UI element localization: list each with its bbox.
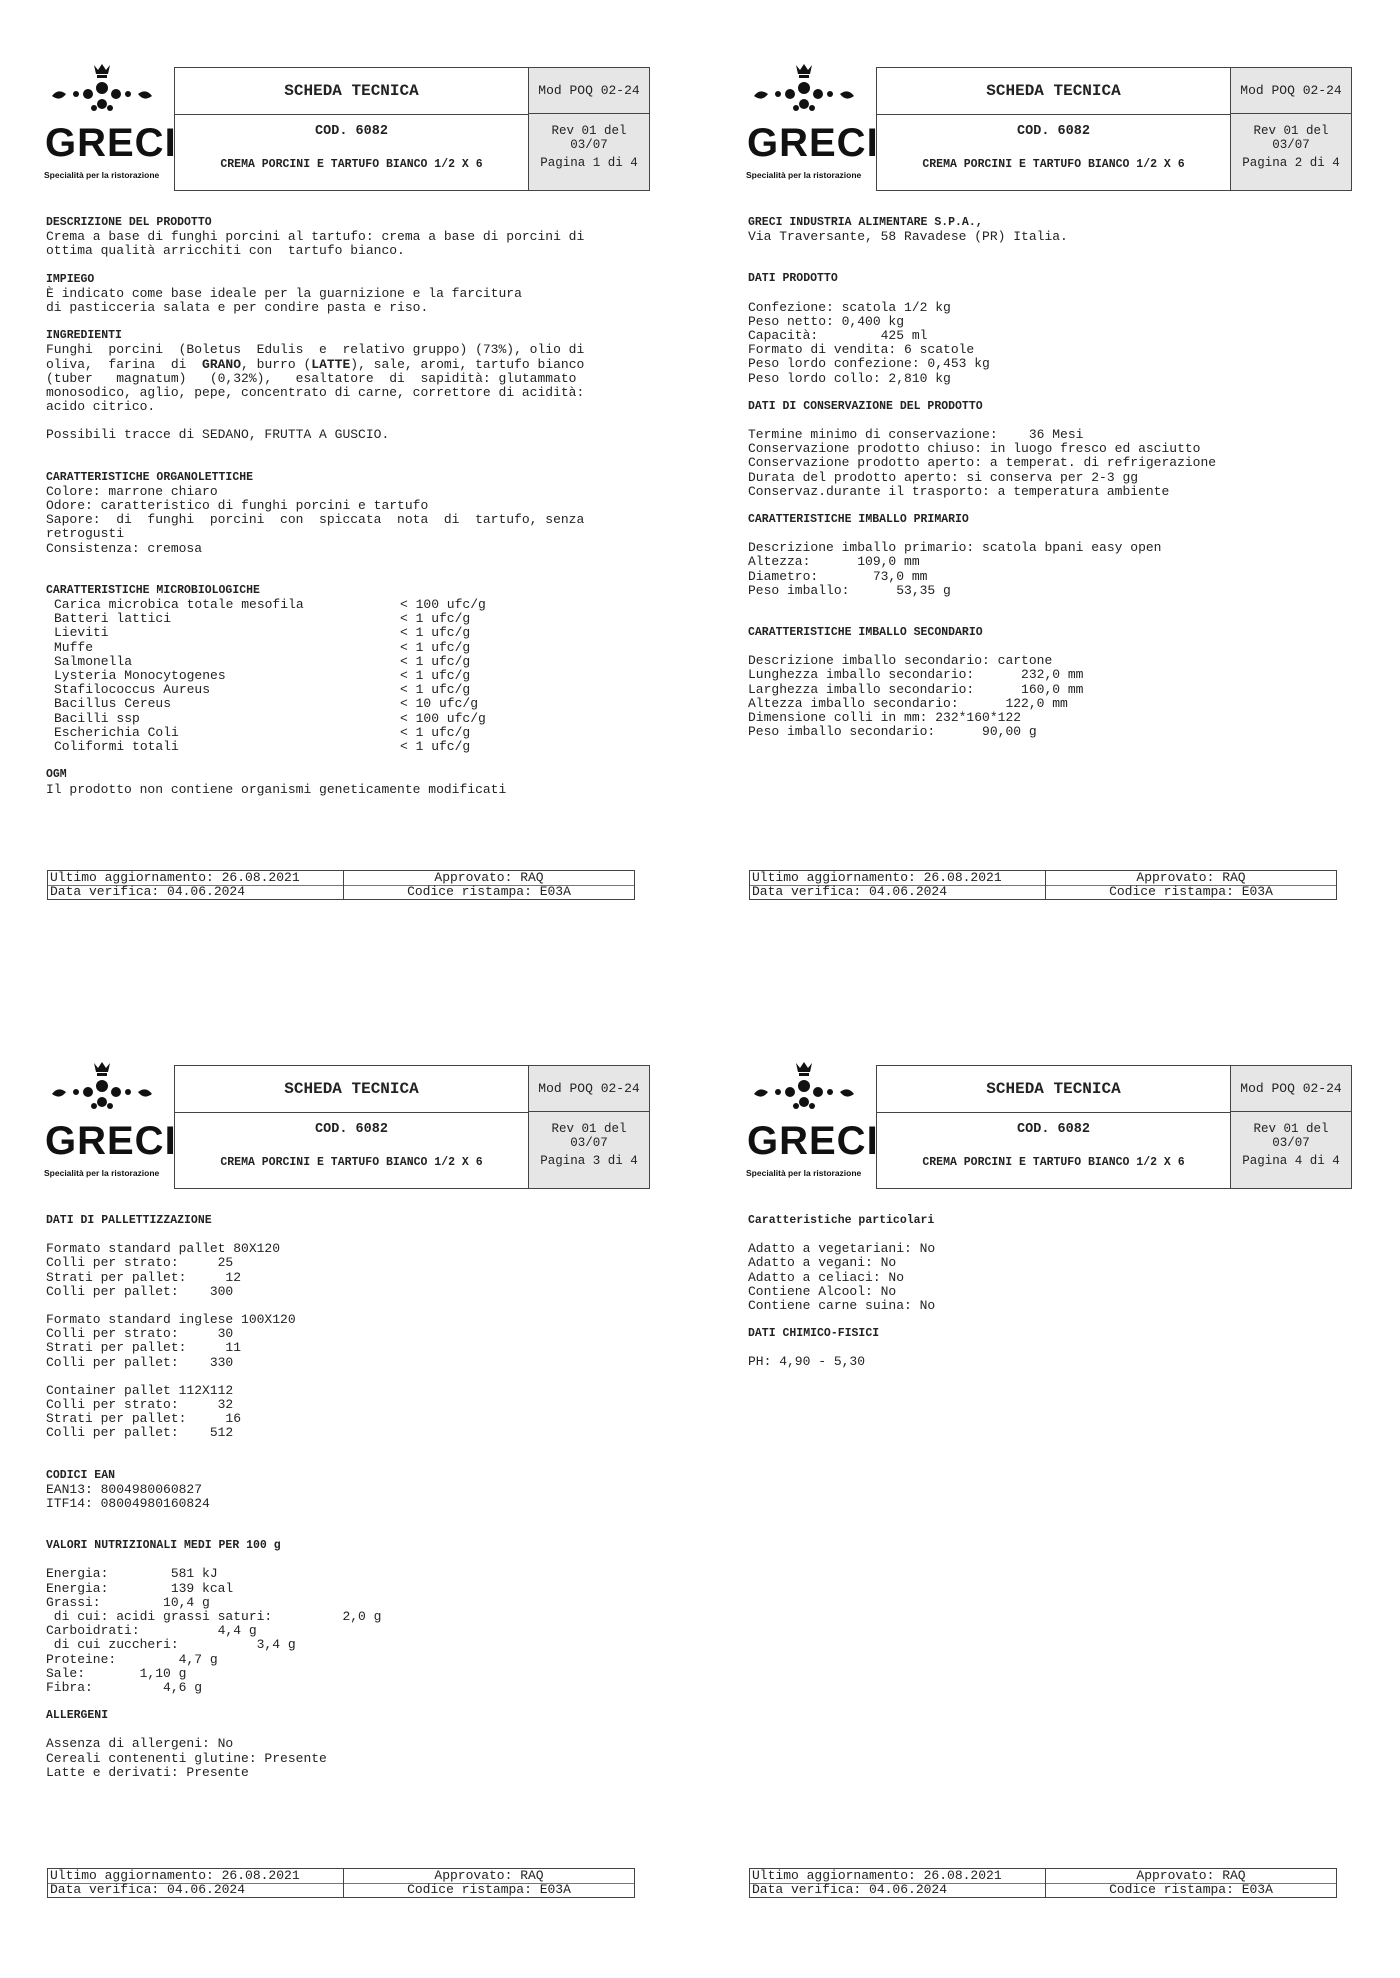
text-line: Descrizione imballo secondario: cartone bbox=[748, 653, 1053, 669]
text-line: di cui zuccheri: 3,4 g bbox=[46, 1637, 296, 1653]
micro-limit: < 1 ufc/g bbox=[400, 682, 471, 698]
crown-ornament-icon bbox=[744, 1058, 864, 1118]
text-line: (tuber magnatum) (0,32%), esaltatore di sapidità: glutammato bbox=[46, 370, 577, 386]
revision-label: Rev 01 del 03/07 bbox=[1253, 1122, 1329, 1150]
brand-name: GRECI bbox=[45, 1119, 177, 1163]
doc-title: SCHEDA TECNICA bbox=[877, 68, 1230, 115]
text-line: Assenza di allergeni: No bbox=[46, 1736, 234, 1752]
micro-parameter: Lieviti bbox=[54, 625, 109, 641]
approved-by: Approvato: RAQ bbox=[1136, 1868, 1246, 1883]
micro-row bbox=[46, 697, 646, 711]
page-1 bbox=[42, 60, 682, 899]
page-3-content bbox=[46, 1214, 646, 1780]
product-name: CREMA PORCINI E TARTUFO BIANCO 1/2 X 6 bbox=[220, 1156, 483, 1169]
page-footer bbox=[749, 1868, 1337, 1898]
micro-row bbox=[46, 669, 646, 683]
micro-parameter: Lysteria Monocytogenes bbox=[54, 668, 226, 684]
text-line: Crema a base di funghi porcini al tartufo: crema a base di porcini di bbox=[46, 229, 585, 245]
text-line: Colli per strato: 30 bbox=[46, 1326, 234, 1342]
header-table bbox=[876, 1065, 1352, 1189]
mod-label: Mod POQ 02-24 bbox=[529, 1066, 649, 1112]
doc-title: SCHEDA TECNICA bbox=[175, 1066, 528, 1113]
reprint-code: Codice ristampa: E03A bbox=[407, 884, 571, 899]
text-line: Descrizione imballo primario: scatola bpani easy open bbox=[748, 540, 1162, 556]
text-line: Grassi: 10,4 g bbox=[46, 1594, 210, 1610]
page-header bbox=[744, 1058, 1384, 1186]
text-line: Container pallet 112X112 bbox=[46, 1382, 234, 1398]
micro-parameter: Stafilococcus Aureus bbox=[54, 682, 211, 698]
text-line: Sapore: di funghi porcini con spiccata nota di tartufo, senza bbox=[46, 512, 585, 528]
page-footer bbox=[47, 870, 635, 900]
allergens-list bbox=[46, 1737, 646, 1780]
brand-tagline: Specialità per la ristorazione bbox=[44, 170, 160, 180]
text-line: Contiene carne suina: No bbox=[748, 1298, 936, 1314]
text-line: Funghi porcini (Boletus Edulis e relativo gruppo) (73%), olio di bbox=[46, 342, 585, 358]
product-code: COD. 6082 bbox=[1017, 1122, 1090, 1137]
text-line: Dimensione colli in mm: 232*160*122 bbox=[748, 710, 1022, 726]
text-line: Diametro: 73,0 mm bbox=[748, 568, 928, 584]
micro-parameter: Muffe bbox=[54, 639, 94, 655]
text-line: Colli per strato: 32 bbox=[46, 1397, 234, 1413]
verify-date: Data verifica: 04.06.2024 bbox=[50, 1882, 246, 1897]
text-line: ottima qualità arricchiti con tartufo bianco. bbox=[46, 243, 405, 259]
text-line: Fibra: 4,6 g bbox=[46, 1680, 203, 1696]
section-heading: IMPIEGO bbox=[46, 272, 95, 286]
text-line: Colli per strato: 25 bbox=[46, 1255, 234, 1271]
special-features-list bbox=[748, 1242, 1348, 1313]
text-line: Lunghezza imballo secondario: 232,0 mm bbox=[748, 667, 1084, 683]
verify-date: Data verifica: 04.06.2024 bbox=[50, 884, 246, 899]
text-line: Termine minimo di conservazione: 36 Mesi bbox=[748, 427, 1084, 443]
text-line: Colli per pallet: 512 bbox=[46, 1425, 234, 1441]
page-2 bbox=[744, 60, 1384, 899]
text-line: Latte e derivati: Presente bbox=[46, 1764, 249, 1780]
text-line: Colli per pallet: 300 bbox=[46, 1283, 234, 1299]
section-heading: CARATTERISTICHE ORGANOLETTICHE bbox=[46, 470, 254, 484]
section-heading: CARATTERISTICHE MICROBIOLOGICHE bbox=[46, 583, 260, 597]
micro-parameter: Bacillus Cereus bbox=[54, 696, 172, 712]
text-line: Formato di vendita: 6 scatole bbox=[748, 342, 975, 358]
approved-by: Approvato: RAQ bbox=[434, 870, 544, 885]
text-span: ), sale, aromi, tartufo bianco bbox=[350, 356, 585, 372]
crown-ornament-icon bbox=[744, 60, 864, 120]
brand-name: GRECI bbox=[45, 121, 177, 165]
text-line: Peso imballo secondario: 90,00 g bbox=[748, 724, 1037, 740]
greci-logo bbox=[42, 60, 177, 184]
greci-logo bbox=[744, 60, 879, 184]
text-line: Contiene Alcool: No bbox=[748, 1283, 897, 1299]
text-line bbox=[46, 358, 646, 372]
verify-date: Data verifica: 04.06.2024 bbox=[752, 1882, 948, 1897]
text-line: Larghezza imballo secondario: 160,0 mm bbox=[748, 681, 1084, 697]
secondary-pack-list bbox=[748, 654, 1348, 739]
section-heading: DATI DI CONSERVAZIONE DEL PRODOTTO bbox=[748, 399, 983, 413]
text-line: Peso lordo confezione: 0,453 kg bbox=[748, 356, 990, 372]
allergen-grano: GRANO bbox=[202, 356, 242, 372]
text-line: Proteine: 4,7 g bbox=[46, 1651, 218, 1667]
text-line: Carboidrati: 4,4 g bbox=[46, 1623, 257, 1639]
revision-label: Rev 01 del 03/07 bbox=[1253, 124, 1329, 152]
product-code: COD. 6082 bbox=[315, 1122, 388, 1137]
reprint-code: Codice ristampa: E03A bbox=[407, 1882, 571, 1897]
product-name: CREMA PORCINI E TARTUFO BIANCO 1/2 X 6 bbox=[922, 1156, 1185, 1169]
greci-logo bbox=[42, 1058, 177, 1182]
page-1-content bbox=[46, 216, 646, 797]
header-table bbox=[174, 1065, 650, 1189]
section-heading: Caratteristiche particolari bbox=[748, 1214, 935, 1227]
text-span: oliva, farina di bbox=[46, 356, 203, 372]
text-line: Sale: 1,10 g bbox=[46, 1665, 187, 1681]
micro-limit: < 1 ufc/g bbox=[400, 639, 471, 655]
page-number: Pagina 4 di 4 bbox=[1242, 1154, 1340, 1168]
page-number: Pagina 1 di 4 bbox=[540, 156, 638, 170]
pallet-112x112 bbox=[46, 1384, 646, 1441]
page-footer bbox=[749, 870, 1337, 900]
approved-by: Approvato: RAQ bbox=[1136, 870, 1246, 885]
header-table bbox=[876, 67, 1352, 191]
micro-row bbox=[46, 712, 646, 726]
micro-limit: < 1 ufc/g bbox=[400, 611, 471, 627]
reprint-code: Codice ristampa: E03A bbox=[1109, 1882, 1273, 1897]
text-line: di cui: acidi grassi saturi: 2,0 g bbox=[46, 1609, 382, 1625]
mod-label: Mod POQ 02-24 bbox=[1231, 68, 1351, 114]
page-number: Pagina 3 di 4 bbox=[540, 1154, 638, 1168]
micro-parameter: Carica microbica totale mesofila bbox=[54, 597, 304, 613]
page-header bbox=[42, 60, 682, 188]
reprint-code: Codice ristampa: E03A bbox=[1109, 884, 1273, 899]
text-line: Strati per pallet: 16 bbox=[46, 1411, 242, 1427]
text-line: Peso lordo collo: 2,810 kg bbox=[748, 370, 951, 386]
text-line: Colli per pallet: 330 bbox=[46, 1354, 234, 1370]
doc-title: SCHEDA TECNICA bbox=[175, 68, 528, 115]
product-code: COD. 6082 bbox=[1017, 124, 1090, 139]
micro-row bbox=[46, 626, 646, 640]
micro-parameter: Escherichia Coli bbox=[54, 724, 179, 740]
text-line: Strati per pallet: 11 bbox=[46, 1340, 242, 1356]
micro-limit: < 1 ufc/g bbox=[400, 739, 471, 755]
text-line: retrogusti bbox=[46, 526, 125, 542]
greci-logo bbox=[744, 1058, 879, 1182]
page-header bbox=[744, 60, 1384, 188]
section-heading: OGM bbox=[46, 768, 67, 782]
brand-tagline: Specialità per la ristorazione bbox=[746, 170, 862, 180]
text-line: Peso netto: 0,400 kg bbox=[748, 313, 905, 329]
micro-limit: < 1 ufc/g bbox=[400, 724, 471, 740]
brand-tagline: Specialità per la ristorazione bbox=[44, 1168, 160, 1178]
text-line: Energia: 139 kcal bbox=[46, 1580, 234, 1596]
micro-row bbox=[46, 598, 646, 612]
section-heading: CARATTERISTICHE IMBALLO SECONDARIO bbox=[748, 626, 983, 640]
micro-row bbox=[46, 641, 646, 655]
micro-parameter: Coliformi totali bbox=[54, 739, 179, 755]
micro-limit: < 100 ufc/g bbox=[400, 597, 486, 613]
page-3 bbox=[42, 1058, 682, 1897]
text-line: monosodico, aglio, pepe, concentrato di carne, correttore di acidità: bbox=[46, 385, 585, 401]
section-heading: VALORI NUTRIZIONALI MEDI PER 100 g bbox=[46, 1539, 281, 1553]
nutrition-list bbox=[46, 1567, 646, 1695]
micro-row bbox=[46, 740, 646, 754]
text-line: Cereali contenenti glutine: Presente bbox=[46, 1750, 327, 1766]
text-line: Formato standard inglese 100X120 bbox=[46, 1312, 296, 1328]
text-line: Adatto a celiaci: No bbox=[748, 1269, 905, 1285]
text-line: Energia: 581 kJ bbox=[46, 1566, 218, 1582]
text-line: di pasticceria salata e per condire pasta e riso. bbox=[46, 300, 429, 316]
traces-note: Possibili tracce di SEDANO, FRUTTA A GUSCIO. bbox=[46, 427, 390, 443]
text-line: Altezza: 109,0 mm bbox=[748, 554, 920, 570]
crown-ornament-icon bbox=[42, 60, 162, 120]
product-data-list bbox=[748, 301, 1348, 386]
last-update: Ultimo aggiornamento: 26.08.2021 bbox=[752, 870, 1002, 885]
text-line: Formato standard pallet 80X120 bbox=[46, 1241, 281, 1257]
micro-table bbox=[46, 598, 646, 754]
brand-tagline: Specialità per la ristorazione bbox=[746, 1168, 862, 1178]
text-line: Durata del prodotto aperto: si conserva per 2-3 gg bbox=[748, 469, 1139, 485]
section-heading: INGREDIENTI bbox=[46, 329, 122, 343]
micro-row bbox=[46, 612, 646, 626]
micro-row bbox=[46, 655, 646, 669]
section-heading: CODICI EAN bbox=[46, 1468, 116, 1482]
doc-title: SCHEDA TECNICA bbox=[877, 1066, 1230, 1113]
text-line: Strati per pallet: 12 bbox=[46, 1269, 242, 1285]
micro-limit: < 1 ufc/g bbox=[400, 653, 471, 669]
company-address: Via Traversante, 58 Ravadese (PR) Italia. bbox=[748, 229, 1068, 245]
section-heading: DATI PRODOTTO bbox=[748, 272, 838, 286]
last-update: Ultimo aggiornamento: 26.08.2021 bbox=[50, 1868, 300, 1883]
section-heading: DATI CHIMICO-FISICI bbox=[748, 1327, 880, 1341]
micro-row bbox=[46, 726, 646, 740]
section-heading: ALLERGENI bbox=[46, 1709, 109, 1723]
text-line: Colore: marrone chiaro bbox=[46, 483, 218, 499]
verify-date: Data verifica: 04.06.2024 bbox=[752, 884, 948, 899]
text-line: Conservaz.durante il trasporto: a temperatura ambiente bbox=[748, 483, 1170, 499]
text-line: Odore: caratteristico di funghi porcini e tartufo bbox=[46, 498, 429, 514]
mod-label: Mod POQ 02-24 bbox=[529, 68, 649, 114]
pallet-80x120 bbox=[46, 1242, 646, 1299]
page-4 bbox=[744, 1058, 1384, 1897]
text-line: Capacità: 425 ml bbox=[748, 328, 928, 344]
micro-limit: < 1 ufc/g bbox=[400, 625, 471, 641]
header-table bbox=[174, 67, 650, 191]
section-heading: CARATTERISTICHE IMBALLO PRIMARIO bbox=[748, 513, 969, 527]
revision-label: Rev 01 del 03/07 bbox=[551, 124, 627, 152]
allergen-latte: LATTE bbox=[311, 356, 351, 372]
text-line: Altezza imballo secondario: 122,0 mm bbox=[748, 695, 1068, 711]
conservation-list bbox=[748, 428, 1348, 499]
primary-pack-list bbox=[748, 541, 1348, 598]
last-update: Ultimo aggiornamento: 26.08.2021 bbox=[752, 1868, 1002, 1883]
product-code: COD. 6082 bbox=[315, 124, 388, 139]
text-line: acido citrico. bbox=[46, 399, 156, 415]
text-span: , burro ( bbox=[241, 356, 312, 372]
page-2-content bbox=[748, 216, 1348, 739]
text-line: È indicato come base ideale per la guarnizione e la farcitura bbox=[46, 285, 522, 301]
text-line: PH: 4,90 - 5,30 bbox=[748, 1354, 866, 1370]
micro-limit: < 100 ufc/g bbox=[400, 710, 486, 726]
approved-by: Approvato: RAQ bbox=[434, 1868, 544, 1883]
revision-label: Rev 01 del 03/07 bbox=[551, 1122, 627, 1150]
text-line: Peso imballo: 53,35 g bbox=[748, 582, 951, 598]
mod-label: Mod POQ 02-24 bbox=[1231, 1066, 1351, 1112]
page-header bbox=[42, 1058, 682, 1186]
text-line: Consistenza: cremosa bbox=[46, 540, 203, 556]
micro-limit: < 1 ufc/g bbox=[400, 668, 471, 684]
text-line: EAN13: 8004980060827 bbox=[46, 1481, 203, 1497]
micro-row bbox=[46, 683, 646, 697]
page-4-content bbox=[748, 1214, 1348, 1370]
text-line: Confezione: scatola 1/2 kg bbox=[748, 299, 951, 315]
micro-parameter: Salmonella bbox=[54, 653, 133, 669]
crown-ornament-icon bbox=[42, 1058, 162, 1118]
brand-name: GRECI bbox=[747, 1119, 879, 1163]
text-line: Adatto a vegani: No bbox=[748, 1255, 897, 1271]
micro-parameter: Bacilli ssp bbox=[54, 710, 140, 726]
text-line: ITF14: 08004980160824 bbox=[46, 1496, 210, 1512]
page-number: Pagina 2 di 4 bbox=[1242, 156, 1340, 170]
text-line: Adatto a vegetariani: No bbox=[748, 1241, 936, 1257]
chemical-physical-list bbox=[748, 1355, 1348, 1369]
micro-limit: < 10 ufc/g bbox=[400, 696, 479, 712]
brand-name: GRECI bbox=[747, 121, 879, 165]
text-line: Conservazione prodotto chiuso: in luogo fresco ed asciutto bbox=[748, 441, 1201, 457]
section-heading: DATI DI PALLETTIZZAZIONE bbox=[46, 1214, 212, 1227]
section-heading: DESCRIZIONE DEL PRODOTTO bbox=[46, 216, 212, 229]
company-name: GRECI INDUSTRIA ALIMENTARE S.P.A., bbox=[748, 216, 983, 229]
product-name: CREMA PORCINI E TARTUFO BIANCO 1/2 X 6 bbox=[220, 158, 483, 171]
page-footer bbox=[47, 1868, 635, 1898]
micro-parameter: Batteri lattici bbox=[54, 611, 172, 627]
pallet-100x120 bbox=[46, 1313, 646, 1370]
product-name: CREMA PORCINI E TARTUFO BIANCO 1/2 X 6 bbox=[922, 158, 1185, 171]
text-line: Conservazione prodotto aperto: a temperat. di refrigerazione bbox=[748, 455, 1217, 471]
text-line: Il prodotto non contiene organismi geneticamente modificati bbox=[46, 781, 507, 797]
ean-codes bbox=[46, 1483, 646, 1511]
last-update: Ultimo aggiornamento: 26.08.2021 bbox=[50, 870, 300, 885]
